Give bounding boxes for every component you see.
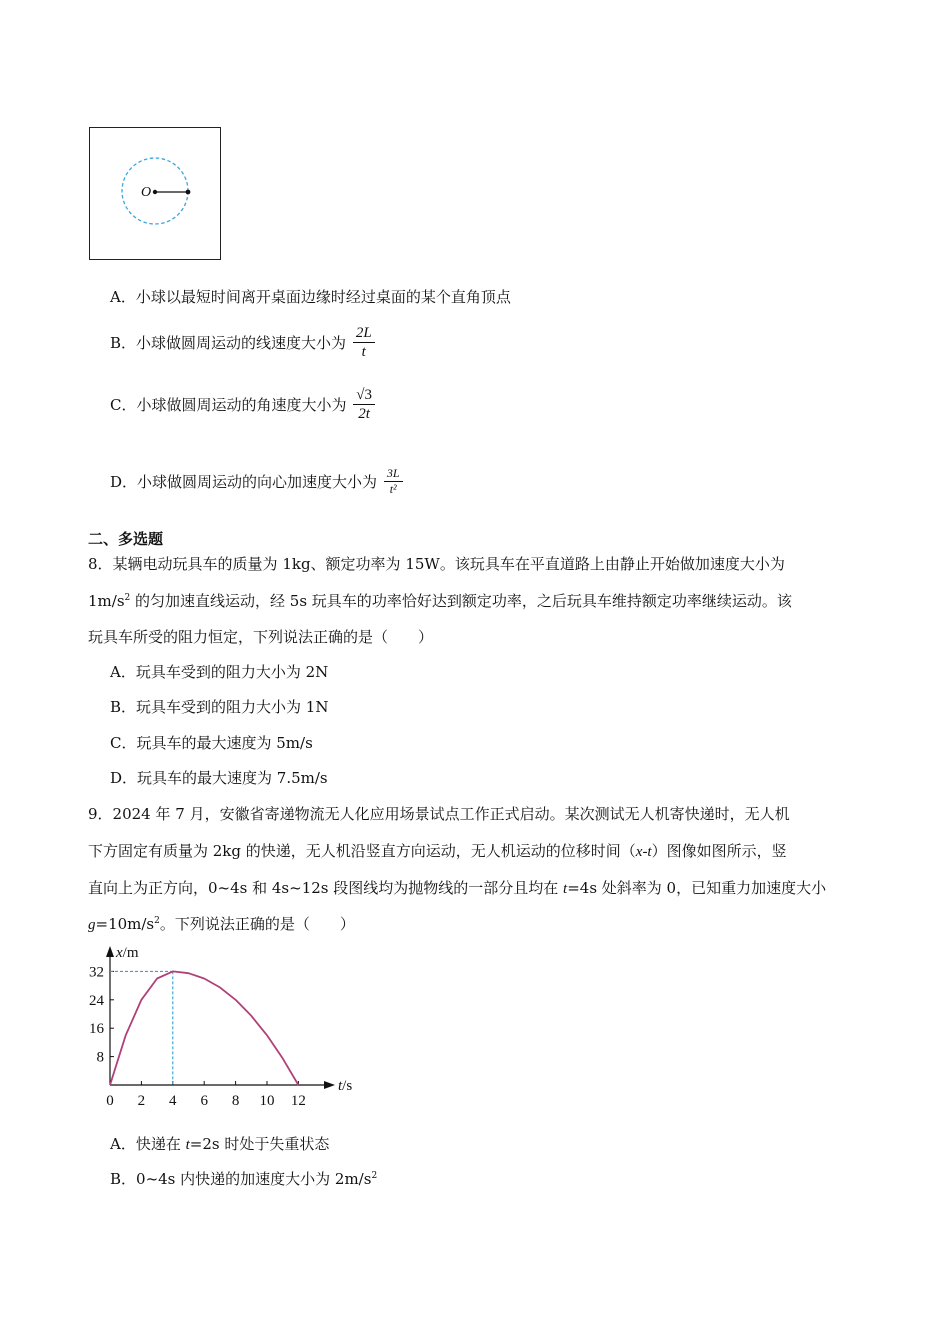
q7-option-c-fraction xyxy=(353,386,375,423)
fraction-numerator: 2L xyxy=(355,325,372,341)
ball-dot xyxy=(186,190,191,195)
q8-line-2-pre: 1m/s xyxy=(88,592,125,610)
y-tick-label: 24 xyxy=(89,992,104,1009)
q9-option-b xyxy=(110,1168,377,1189)
q9-line-3-pre: 直向上为正方向，0~4s 和 4s~12s 段图线均为抛物线的一部分且均在 xyxy=(88,879,564,897)
q8-line-2-post: 的匀加速直线运动，经 5s 玩具车的功率恰好达到额定功率，之后玩具车维持额定功率继续运动。该 xyxy=(130,592,792,610)
q9-option-a xyxy=(110,1133,329,1154)
fraction-denominator: t xyxy=(361,344,366,360)
fraction-numerator: 3L xyxy=(386,466,400,480)
fraction-denominator: t² xyxy=(389,482,397,496)
center-label: O xyxy=(141,185,152,200)
x-tick-label: 6 xyxy=(200,1093,208,1109)
q8-option-d: D．玩具车的最大速度为 7.5m/s xyxy=(110,769,328,787)
x-tick-label: 8 xyxy=(231,1093,240,1109)
q9-line-3-var: t xyxy=(563,881,568,897)
x-tick-label: 12 xyxy=(290,1093,306,1109)
q8-option-c: C．玩具车的最大速度为 5m/s xyxy=(110,734,313,752)
q9-line-2-var: x-t xyxy=(635,844,652,860)
circle-figure-svg xyxy=(89,127,221,260)
section-title: 二、多选题 xyxy=(88,530,164,548)
q8-option-a: A．玩具车受到的阻力大小为 2N xyxy=(110,663,329,681)
q8-line-2-sup: 2 xyxy=(124,593,131,603)
x-axis-arrow xyxy=(324,1081,335,1089)
center-dot xyxy=(153,190,157,194)
q9-line-4-pre: =10m/s xyxy=(95,915,155,933)
y-axis-label: x/m xyxy=(116,945,139,961)
q7-option-b xyxy=(110,324,375,361)
fraction-numerator: √3 xyxy=(356,387,372,403)
q7-option-b-fraction xyxy=(353,324,375,361)
y-tick-label: 8 xyxy=(96,1049,104,1066)
q7-option-b-text: B．小球做圆周运动的线速度大小为 xyxy=(110,334,347,352)
q9-line-2-post: ）图像如图所示，竖 xyxy=(651,842,787,860)
q9-line-3 xyxy=(88,877,826,898)
q8-line-3: 玩具车所受的阻力恒定，下列说法正确的是（ ） xyxy=(88,628,434,646)
q9-option-a-var: t xyxy=(185,1137,190,1153)
fraction-denominator: 2t xyxy=(358,406,370,422)
q9-line-4-post: 。下列说法正确的是（ ） xyxy=(159,915,355,933)
q9-option-b-pre: B．0~4s 内快递的加速度大小为 2m/s xyxy=(110,1170,372,1188)
y-tick-label: 32 xyxy=(89,964,104,981)
q7-option-d-text: D．小球做圆周运动的向心加速度大小为 xyxy=(110,473,378,491)
y-tick-label: 16 xyxy=(89,1021,104,1038)
q9-option-b-sup: 2 xyxy=(371,1171,378,1181)
q8-line-1: 8．某辆电动玩具车的质量为 1kg、额定功率为 15W。该玩具车在平直道路上由静止开始做加速度大小为 xyxy=(88,555,785,573)
q9-line-2 xyxy=(88,840,787,861)
xt-chart-svg xyxy=(80,940,370,1120)
q9-line-4 xyxy=(88,913,355,934)
series-line xyxy=(110,971,298,1085)
q7-option-a: A．小球以最短时间离开桌面边缘时经过桌面的某个直角顶点 xyxy=(110,288,511,306)
q9-line-1: 9．2024 年 7 月，安徽省寄递物流无人化应用场景试点工作正式启动。某次测试无人机寄快递时，无人机 xyxy=(88,805,790,823)
q8-line-2 xyxy=(88,590,792,611)
circle-figure xyxy=(89,127,221,260)
x-tick-label: 0 xyxy=(106,1093,114,1109)
q9-line-3-post: =4s 处斜率为 0，已知重力加速度大小 xyxy=(567,879,827,897)
y-axis-arrow xyxy=(106,946,114,957)
q7-option-c-text: C．小球做圆周运动的角速度大小为 xyxy=(110,396,347,414)
x-tick-label: 10 xyxy=(259,1093,275,1109)
q8-option-b: B．玩具车受到的阻力大小为 1N xyxy=(110,698,329,716)
q9-option-a-post: =2s 时处于失重状态 xyxy=(189,1135,330,1153)
x-tick-label: 2 xyxy=(137,1093,146,1109)
x-tick-label: 4 xyxy=(169,1093,177,1109)
q7-option-c xyxy=(110,386,375,423)
q7-option-d xyxy=(110,466,403,497)
xt-chart xyxy=(80,940,370,1120)
q9-line-2-pre: 下方固定有质量为 2kg 的快递，无人机沿竖直方向运动，无人机运动的位移时间（ xyxy=(88,842,636,860)
q7-option-d-fraction xyxy=(384,466,403,497)
q9-option-a-pre: A．快递在 xyxy=(110,1135,186,1153)
x-axis-label: t/s xyxy=(338,1078,353,1094)
q9-line-4-var: g xyxy=(88,917,96,933)
q9-line-4-sup: 2 xyxy=(154,916,160,926)
